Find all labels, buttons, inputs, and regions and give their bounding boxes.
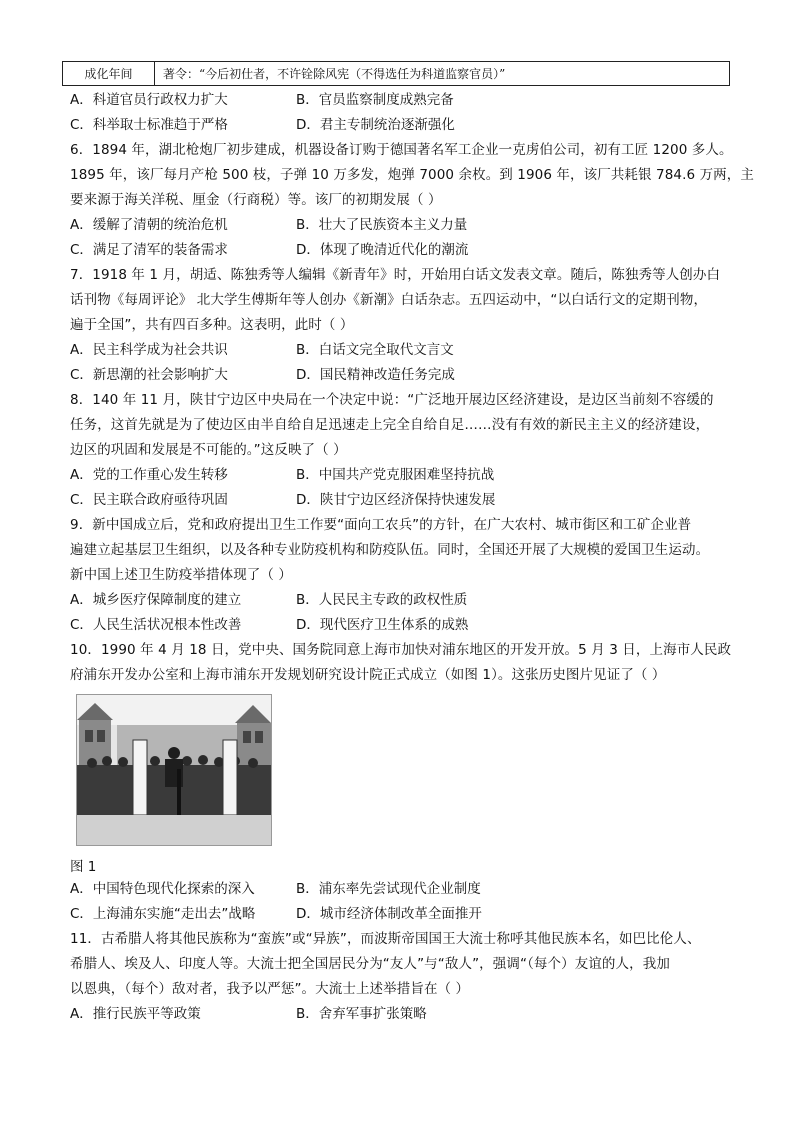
- q10-option-a[interactable]: A．中国特色现代化探索的深入: [70, 881, 255, 897]
- q7-stem-line-1: 7．1918 年 1 月，胡适、陈独秀等人编辑《新青年》时，开始用白话文发表文章。随后，陈独秀等人创办白: [70, 267, 721, 283]
- q8-option-d[interactable]: D．陕甘宁边区经济保持快速发展: [296, 492, 496, 508]
- q7-option-b[interactable]: B．白话文完全取代文言文: [296, 342, 454, 358]
- q8-stem-line-1: 8．140 年 11 月，陕甘宁边区中央局在一个决定中说：“广泛地开展边区经济建设，是边区当前刻不容缓的: [70, 392, 714, 408]
- q11-stem-line-1: 11．古希腊人将其他民族称为“蛮族”或“异族”，而波斯帝国国王大流士称呼其他民族本名，如巴比伦人、: [70, 931, 701, 947]
- q8-stem-line-2: 任务，这首先就是为了使边区由半自给自足迅速走上完全自给自足……没有有效的新民主主义的经济建设，: [70, 417, 710, 433]
- q8-option-b[interactable]: B．中国共产党克服困难坚持抗战: [296, 467, 495, 483]
- table-cell-period: 成化年间: [63, 62, 155, 85]
- q11-option-b[interactable]: B．舍弃军事扩张策略: [296, 1006, 427, 1022]
- q5-option-b[interactable]: B．官员监察制度成熟完备: [296, 92, 454, 108]
- q9-stem-line-1: 9．新中国成立后，党和政府提出卫生工作要“面向工农兵”的方针，在广大农村、城市街区和工矿企业普: [70, 517, 692, 533]
- q9-stem-line-2: 遍建立起基层卫生组织，以及各种专业防疫机构和防疫队伍。同时，全国还开展了大规模的爱国卫生运动。: [70, 542, 710, 558]
- q7-option-d[interactable]: D．国民精神改造任务完成: [296, 367, 455, 383]
- q6-stem-line-3: 要来源于海关洋税、厘金（行商税）等。该厂的初期发展（ ）: [70, 192, 442, 208]
- q9-option-b[interactable]: B．人民民主专政的政权性质: [296, 592, 468, 608]
- q9-option-a[interactable]: A．城乡医疗保障制度的建立: [70, 592, 242, 608]
- q10-stem-line-1: 10．1990 年 4 月 18 日，党中央、国务院同意上海市加快对浦东地区的开发开放。5 月 3 日，上海市人民政: [70, 642, 732, 658]
- q10-option-c[interactable]: C．上海浦东实施“走出去”战略: [70, 906, 256, 922]
- q9-stem-line-3: 新中国上述卫生防疫举措体现了（ ）: [70, 567, 292, 583]
- historical-photo: [76, 694, 272, 846]
- q6-option-a[interactable]: A．缓解了清朝的统治危机: [70, 217, 228, 233]
- q9-option-c[interactable]: C．人民生活状况根本性改善: [70, 617, 242, 633]
- q10-option-b[interactable]: B．浦东率先尝试现代企业制度: [296, 881, 481, 897]
- q6-stem-line-1: 6．1894 年，湖北枪炮厂初步建成，机器设备订购于德国著名军工企业一克虏伯公司，初有工匠 1200 多人。: [70, 142, 733, 158]
- q6-option-d[interactable]: D．体现了晚清近代化的潮流: [296, 242, 469, 258]
- q8-option-a[interactable]: A．党的工作重心发生转移: [70, 467, 228, 483]
- q6-option-b[interactable]: B．壮大了民族资本主义力量: [296, 217, 468, 233]
- q10-stem-line-2: 府浦东开发办公室和上海市浦东开发规划研究设计院正式成立（如图 1）。这张历史图片见证了（ ）: [70, 667, 666, 683]
- q11-stem-line-3: 以恩典，（每个）敌对者，我予以严惩”。大流士上述举措旨在（ ）: [70, 981, 470, 997]
- q5-option-a[interactable]: A．科道官员行政权力扩大: [70, 92, 228, 108]
- q7-option-c[interactable]: C．新思潮的社会影响扩大: [70, 367, 228, 383]
- q5-option-c[interactable]: C．科举取士标准趋于严格: [70, 117, 228, 133]
- table-cell-decree: 著令：“今后初仕者，不许铨除风宪（不得选任为科道监察官员）”: [163, 67, 506, 81]
- q7-stem-line-2: 话刊物《每周评论》 北大学生傅斯年等人创办《新潮》白话杂志。五四运动中，“以白话行文的定期刊物，: [70, 292, 708, 308]
- photo-caption: 图 1: [70, 859, 97, 875]
- q11-option-a[interactable]: A．推行民族平等政策: [70, 1006, 201, 1022]
- q10-option-d[interactable]: D．城市经济体制改革全面推开: [296, 906, 482, 922]
- q6-stem-line-2: 1895 年，该厂每月产枪 500 枝，子弹 10 万多发，炮弹 7000 余枚。到 1906 年，该厂共耗银 784.6 万两，主: [70, 167, 754, 183]
- q5-option-d[interactable]: D．君主专制统治逐渐强化: [296, 117, 455, 133]
- q8-option-c[interactable]: C．民主联合政府亟待巩固: [70, 492, 228, 508]
- q7-option-a[interactable]: A．民主科学成为社会共识: [70, 342, 228, 358]
- q6-option-c[interactable]: C．满足了清军的装备需求: [70, 242, 228, 258]
- q9-option-d[interactable]: D．现代医疗卫生体系的成熟: [296, 617, 469, 633]
- q7-stem-line-3: 遍于全国”，共有四百多种。这表明，此时（ ）: [70, 317, 354, 333]
- q8-stem-line-3: 边区的巩固和发展是不可能的。”这反映了（ ）: [70, 442, 347, 458]
- photo-illustration: [77, 695, 271, 845]
- q11-stem-line-2: 希腊人、埃及人、印度人等。大流士把全国居民分为“友人”与“敌人”，强调“（每个）友谊的人，我加: [70, 956, 670, 972]
- source-table: [62, 61, 730, 86]
